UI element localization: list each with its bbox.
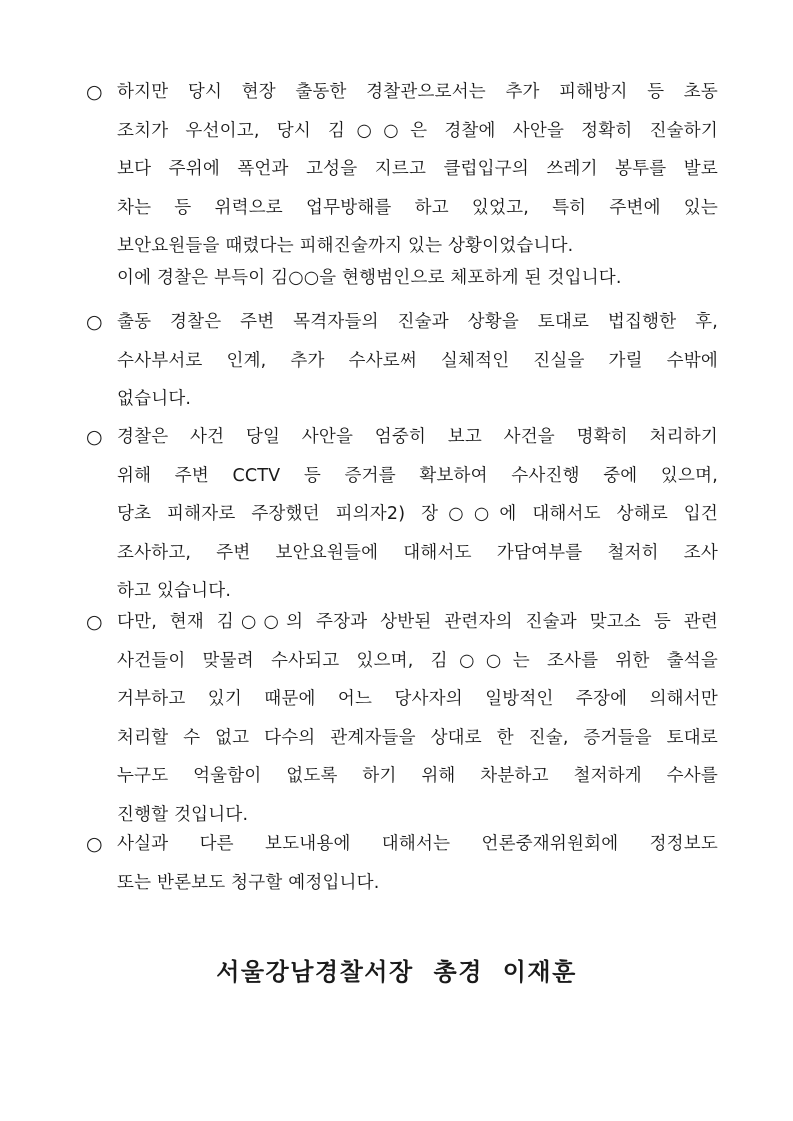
- paragraph-line: 경찰은 사건 당일 사안을 엄중히 보고 사건을 명확히 처리하기: [117, 427, 718, 447]
- circle-bullet-icon: ○: [86, 311, 103, 333]
- paragraph-line: 다만, 현재 김○○의 주장과 상반된 관련자의 진술과 맞고소 등 관련: [117, 612, 718, 632]
- paragraph-line: 처리할 수 없고 다수의 관계자들을 상대로 한 진술, 증거들을 토대로: [117, 727, 718, 748]
- paragraph-ongoing-case: [86, 603, 718, 834]
- paragraph-correction-request: [86, 825, 718, 902]
- paragraph-initial-response: [86, 73, 718, 266]
- paragraph-line: 하고 있습니다.: [117, 581, 232, 601]
- circle-bullet-icon: ○: [86, 611, 103, 633]
- signature-line: 서울강남경찰서장 총경 이재훈: [216, 958, 577, 986]
- paragraph-line: 당초 피해자로 주장했던 피의자2) 장○○에 대해서도 상해로 입건: [117, 504, 718, 524]
- paragraph-line: 차는 등 위력으로 업무방해를 하고 있었고, 특히 주변에 있는: [117, 197, 718, 218]
- paragraph-investigation: [86, 418, 718, 611]
- paragraph-line: 보안요원들을 때렸다는 피해진술까지 있는 상황이었습니다.: [117, 236, 574, 256]
- circle-bullet-icon: ○: [86, 81, 103, 103]
- circle-bullet-icon: ○: [86, 833, 103, 855]
- paragraph-line: 이에 경찰은 부득이 김○○을 현행범인으로 체포하게 된 것입니다.: [117, 268, 622, 288]
- paragraph-line: 하지만 당시 현장 출동한 경찰관으로서는 추가 피해방지 등 초동: [117, 82, 718, 102]
- paragraph-line: 출동 경찰은 주변 목격자들의 진술과 상황을 토대로 법집행한 후,: [117, 312, 718, 332]
- paragraph-line: 사건들이 맞물려 수사되고 있으며, 김○○는 조사를 위한 출석을: [117, 650, 718, 671]
- paragraph-line: 진행할 것입니다.: [117, 804, 249, 825]
- paragraph-line: 없습니다.: [117, 389, 192, 409]
- circle-bullet-icon: ○: [86, 426, 103, 448]
- paragraph-line: 누구도 억울함이 없도록 하기 위해 차분하고 철저하게 수사를: [117, 766, 718, 786]
- paragraph-line: 거부하고 있기 때문에 어느 당사자의 일방적인 주장에 의해서만: [117, 689, 718, 709]
- paragraph-line: 또는 반론보도 청구할 예정입니다.: [117, 872, 380, 893]
- paragraph-handover: [86, 303, 718, 419]
- paragraph-line: 조치가 우선이고, 당시 김○○은 경찰에 사안을 정확히 진술하기: [117, 120, 718, 141]
- paragraph-line: 보다 주위에 폭언과 고성을 지르고 클럽입구의 쓰레기 봉투를 발로: [117, 159, 718, 179]
- paragraph-line: 수사부서로 인계, 추가 수사로써 실체적인 진실을 가릴 수밖에: [117, 350, 718, 371]
- paragraph-line: 위해 주변 CCTV 등 증거를 확보하여 수사진행 중에 있으며,: [117, 465, 718, 486]
- paragraph-line: 조사하고, 주변 보안요원들에 대해서도 가담여부를 철저히 조사: [117, 542, 718, 563]
- paragraph-line: 사실과 다른 보도내용에 대해서는 언론중재위원회에 정정보도: [117, 834, 718, 854]
- paragraph-arrest-statement: [86, 259, 718, 298]
